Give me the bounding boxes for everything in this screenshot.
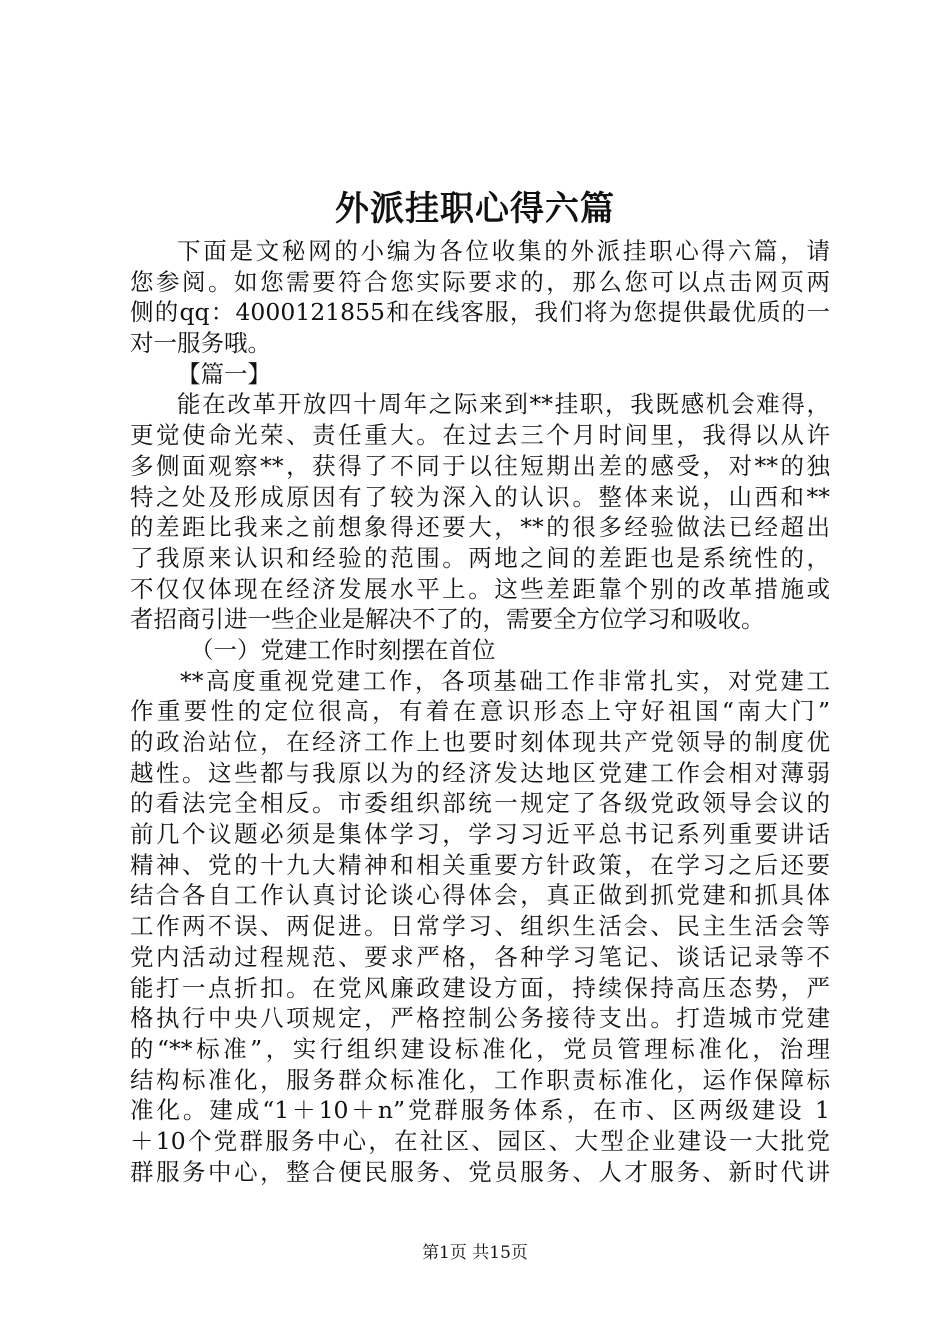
paragraph-line: 准化。建成“1＋10＋n”党群服务体系，在市、区两级建设 1 — [130, 1096, 830, 1125]
paragraph-line: 多侧面观察**，获得了不同于以往短期出差的感受，对**的独 — [130, 451, 830, 480]
paragraph-line: 前几个议题必须是集体学习，学习习近平总书记系列重要讲话 — [130, 820, 830, 849]
paragraph-line: 结合各自工作认真讨论谈心得体会，真正做到抓党建和抓具体 — [130, 881, 830, 910]
paragraph-line: 能打一点折扣。在党风廉政建设方面，持续保持高压态势，严 — [130, 973, 830, 1002]
paragraph-line: 越性。这些都与我原以为的经济发达地区党建工作会相对薄弱 — [130, 758, 830, 787]
paragraph-line: ＋10个党群服务中心，在社区、园区、大型企业建设一大批党 — [130, 1126, 830, 1155]
paragraph-line: 特之处及形成原因有了较为深入的认识。整体来说，山西和** — [130, 482, 830, 511]
intro-line: 侧的qq：4000121855和在线客服，我们将为您提供最优质的一 — [130, 298, 830, 327]
paragraph-line: 工作两不误、两促进。日常学习、组织生活会、民主生活会等 — [130, 912, 830, 941]
document-title: 外派挂职心得六篇 — [335, 189, 615, 229]
document-body — [130, 236, 830, 1187]
section-label: 【篇一】 — [177, 359, 271, 388]
subheading: （一）党建工作时刻摆在首位 — [190, 635, 496, 664]
paragraph-line: 精神、党的十九大精神和相关重要方针政策，在学习之后还要 — [130, 850, 830, 879]
paragraph-line: 了我原来认识和经验的范围。两地之间的差距也是系统性的， — [130, 543, 830, 572]
page-number-footer: 第1页 共15页 — [422, 1243, 528, 1263]
paragraph-line: 的差距比我来之前想象得还要大，**的很多经验做法已经超出 — [130, 513, 830, 542]
intro-line: 您参阅。如您需要符合您实际要求的，那么您可以点击网页两 — [130, 267, 830, 296]
paragraph-line: 的政治站位，在经济工作上也要时刻体现共产党领导的制度优 — [130, 728, 830, 756]
intro-line: 下面是文秘网的小编为各位收集的外派挂职心得六篇，请 — [177, 237, 830, 265]
paragraph-line: 的“**标准”，实行组织建设标准化，党员管理标准化，治理 — [130, 1034, 830, 1063]
paragraph-line: 不仅仅体现在经济发展水平上。这些差距靠个别的改革措施或 — [130, 574, 830, 603]
paragraph-line: 作重要性的定位很高，有着在意识形态上守好祖国“南大门” — [130, 697, 830, 726]
paragraph-line: 党内活动过程规范、要求严格，各种学习笔记、谈话记录等不 — [130, 942, 830, 971]
paragraph-line: 结构标准化，服务群众标准化，工作职责标准化，运作保障标 — [130, 1065, 830, 1094]
intro-line: 对一服务哦。 — [130, 329, 271, 358]
paragraph-line: 群服务中心，整合便民服务、党员服务、人才服务、新时代讲 — [130, 1157, 830, 1186]
paragraph-line: 格执行中央八项规定，严格控制公务接待支出。打造城市党建 — [130, 1004, 830, 1033]
paragraph-line: **高度重视党建工作，各项基础工作非常扎实，对党建工 — [180, 666, 830, 695]
paragraph-line: 能在改革开放四十周年之际来到**挂职，我既感机会难得， — [177, 390, 830, 419]
paragraph-line: 的看法完全相反。市委组织部统一规定了各级党政领导会议的 — [130, 789, 830, 818]
paragraph-line: 者招商引进一些企业是解决不了的，需要全方位学习和吸收。 — [130, 605, 765, 634]
paragraph-line: 更觉使命光荣、责任重大。在过去三个月时间里，我得以从许 — [130, 421, 830, 450]
